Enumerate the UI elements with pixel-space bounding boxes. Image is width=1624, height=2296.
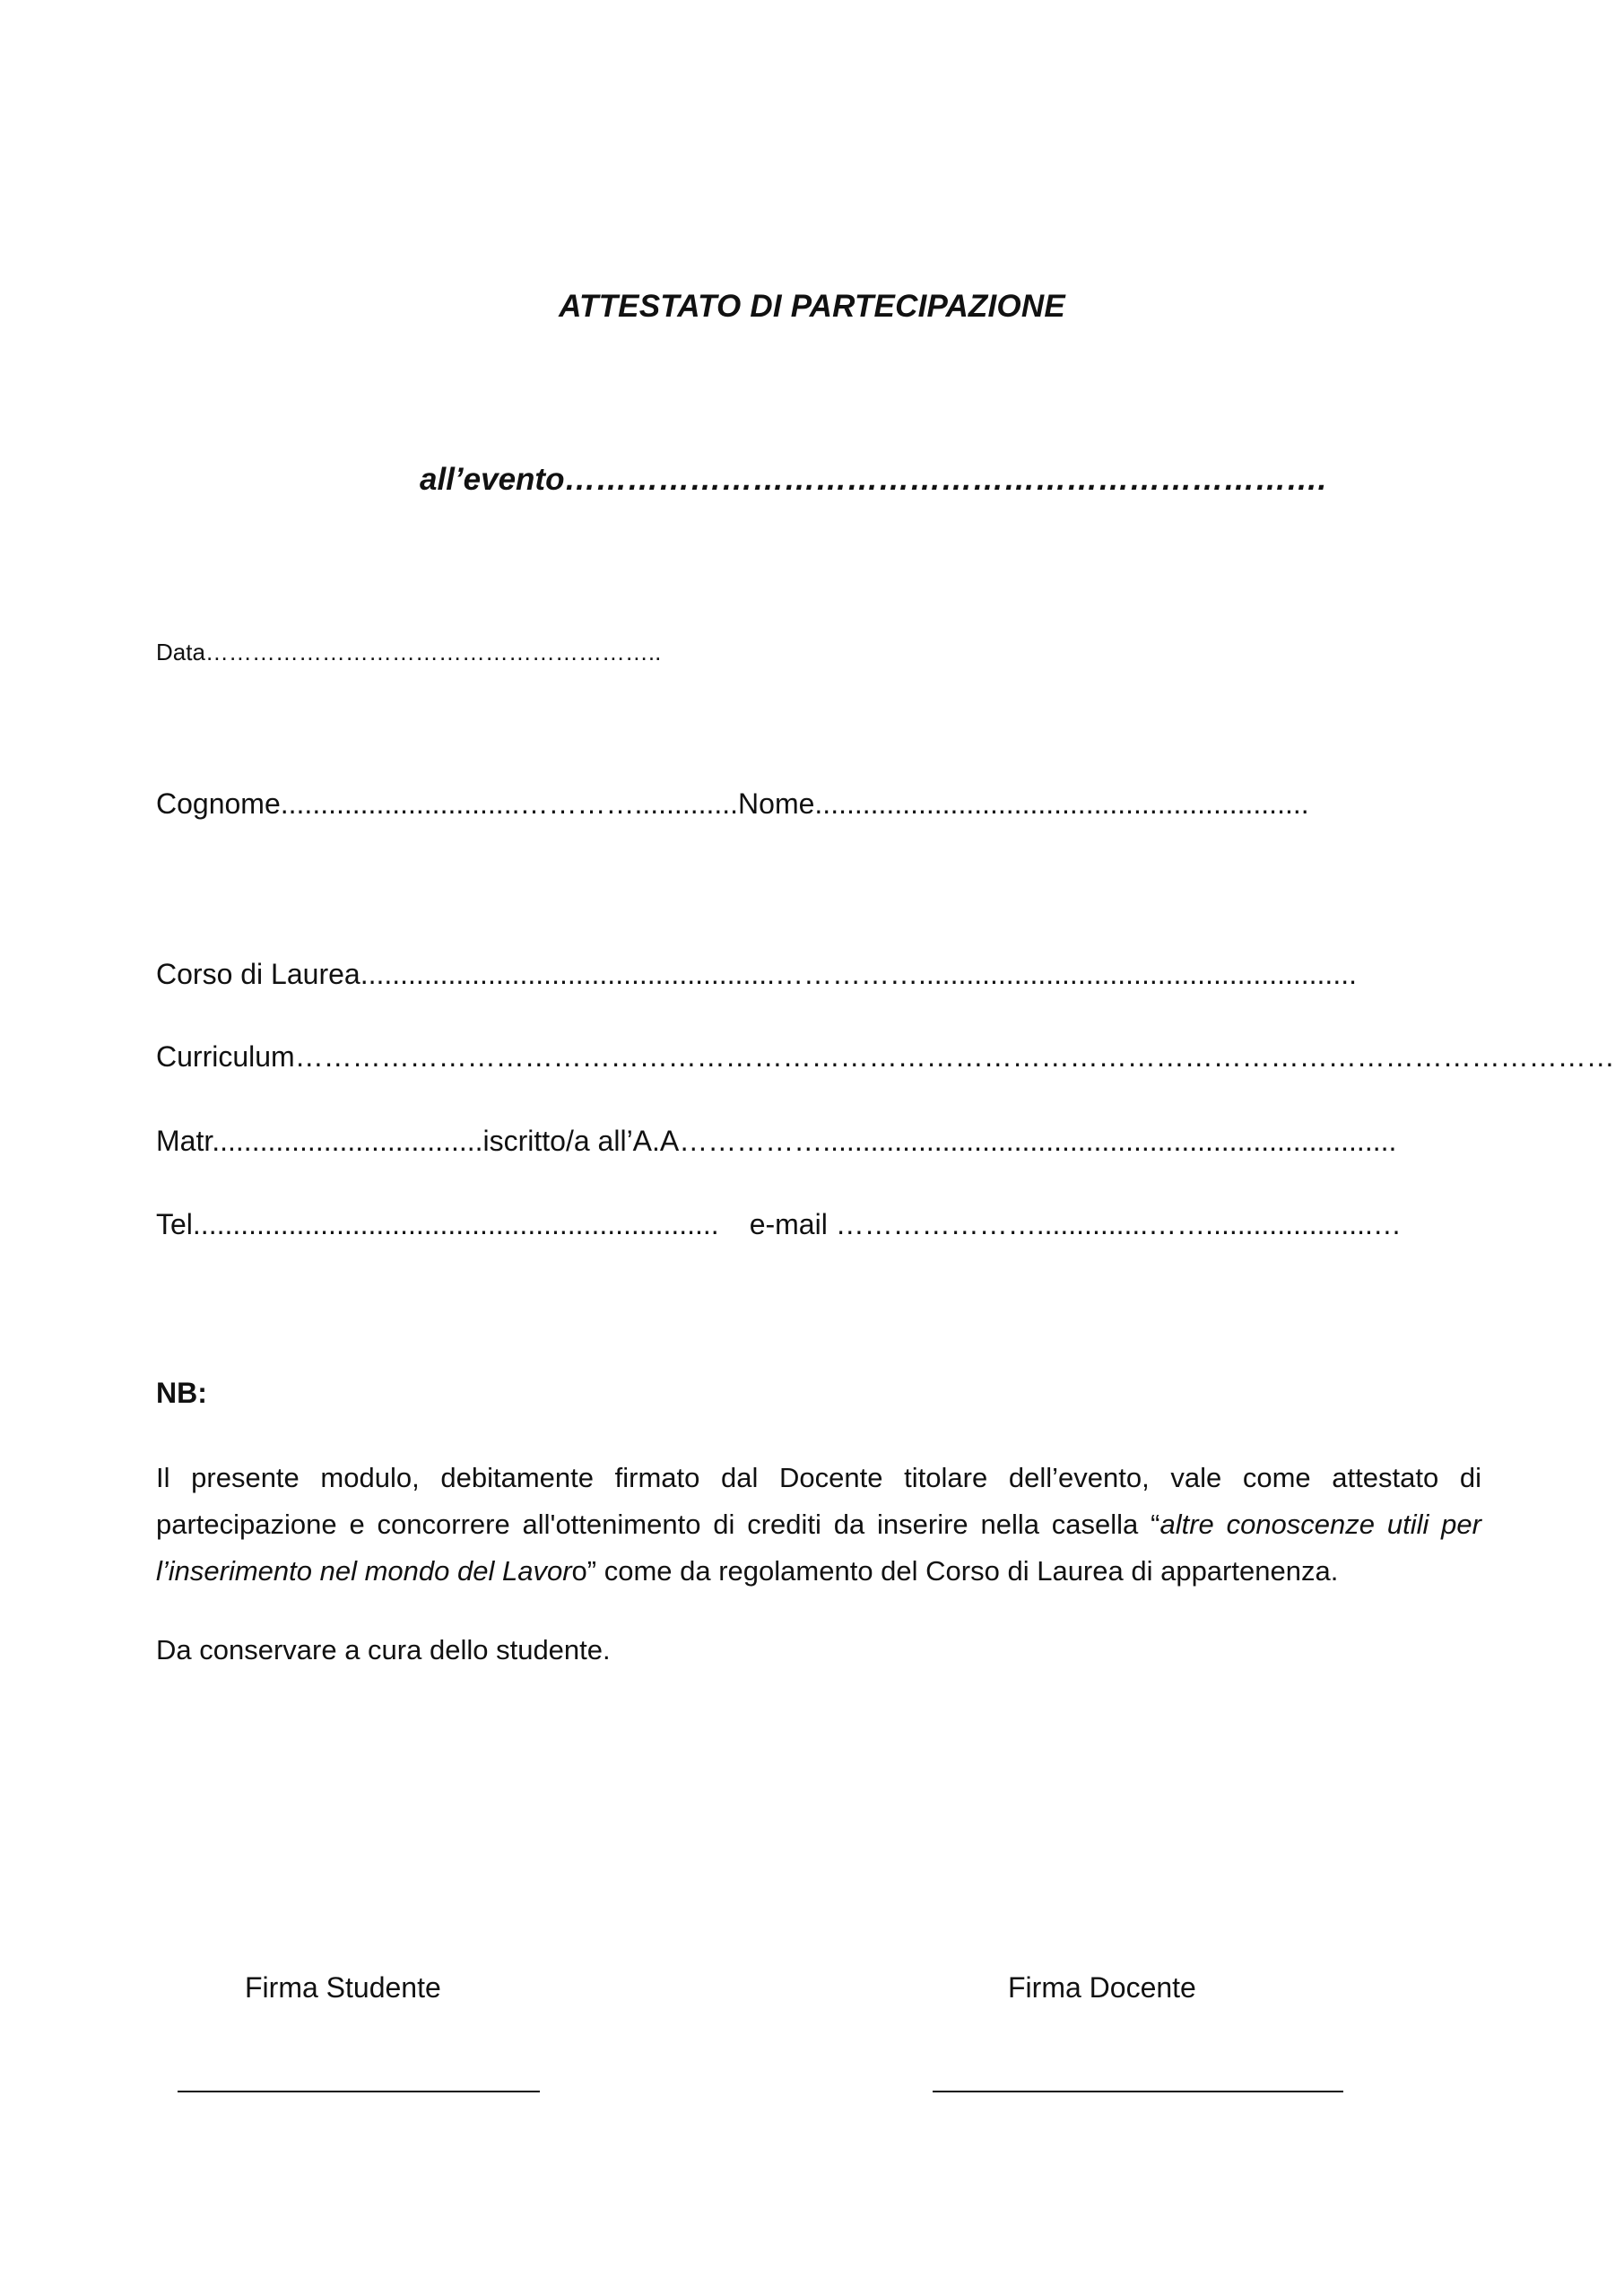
nb-text-part2: o” come da regolamento del Corso di Laurea di appartenenza. (571, 1555, 1339, 1587)
degree-course-field: Corso di Laurea....................................................……………....................................................... (156, 958, 1357, 990)
student-signature-label: Firma Studente (245, 1971, 441, 2004)
student-id-year-field: Matr..................................iscritto/a all’A.A……………........................................................................ (156, 1125, 1397, 1157)
document-title: ATTESTATO DI PARTECIPAZIONE (559, 289, 1065, 324)
teacher-signature-label: Firma Docente (1008, 1971, 1196, 2004)
nb-heading: NB: (156, 1377, 207, 1409)
nb-text-part1: Il presente modulo, debitamente firmato dal Docente titolare dell’evento, vale come attestato di partecipazione e concorrere all'ottenimento di crediti da inserire nella casella “ (156, 1462, 1481, 1540)
phone-field: Tel.................................................................. (156, 1208, 719, 1240)
phone-email-row (156, 1206, 1402, 1242)
keep-note: Da conservare a cura dello studente. (156, 1634, 611, 1665)
curriculum-field: Curriculum………………………………………………………………………………………………………………………… (156, 1040, 1615, 1073)
surname-name-field: Cognome..............................………….............Nome.............................................................. (156, 787, 1309, 820)
student-signature-line (178, 2091, 540, 2092)
email-field: e-mail …………………..............…….....................… (749, 1208, 1402, 1240)
date-field: Data………………………………………………….. (156, 639, 662, 665)
nb-paragraph (156, 1455, 1481, 1595)
event-field: all’evento………………………………………………………………. (420, 462, 1327, 497)
nb-text-italic: altre conoscenze utili per l’inserimento nel mondo del Lavor (156, 1509, 1481, 1587)
teacher-signature-line (933, 2091, 1343, 2092)
